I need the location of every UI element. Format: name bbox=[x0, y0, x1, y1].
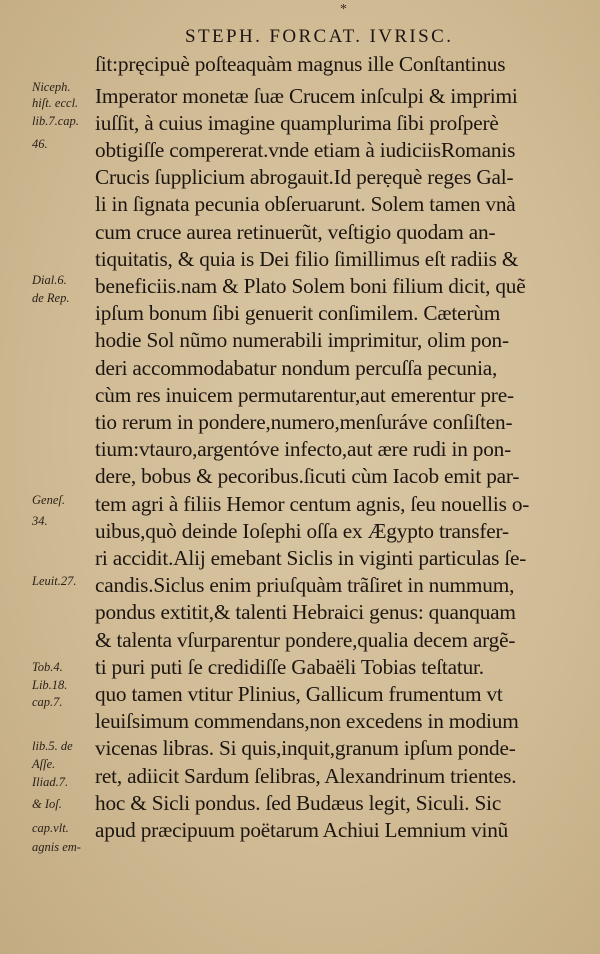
text-line: quo tamen vtitur Plinius, Gallicum frumentum vt bbox=[95, 682, 503, 706]
text-line: hodie Sol nũmo numerabili imprimitur, olim pon- bbox=[95, 328, 509, 352]
text-line: & talenta vſurparentur pondere,qualia decem argẽ- bbox=[95, 628, 516, 652]
margin-note: Leuit.27. bbox=[32, 574, 77, 588]
margin-note: hiſt. eccl. bbox=[32, 96, 79, 110]
text-line: cum cruce aurea retinuerũt, veſtigio quodam an- bbox=[95, 220, 496, 244]
text-line: tium:vtauro,argentóve infecto,aut ære rudi in pon- bbox=[95, 437, 512, 461]
text-line: pondus extitit,& talenti Hebraici genus: quanquam bbox=[95, 600, 516, 624]
text-line: vicenas libras. Si quis,inquit,granum ipſum ponde- bbox=[95, 736, 516, 760]
header-ornament: * bbox=[340, 2, 347, 17]
text-line: beneficiis.nam & Plato Solem boni filium dicit, quẽ bbox=[95, 274, 526, 298]
margin-note: lib.7.cap. bbox=[32, 114, 79, 128]
margin-note: 46. bbox=[32, 137, 48, 151]
running-head: STEPH. FORCAT. IVRISC. bbox=[185, 26, 454, 47]
text-line: li in ſignata pecunia obſeruarunt. Solem tamen vnà bbox=[95, 192, 516, 216]
margin-note: agnis em- bbox=[32, 840, 81, 854]
margin-note: Lib.18. bbox=[32, 678, 68, 692]
text-line: deri accommodabatur nondum percuſſa pecunia, bbox=[95, 356, 498, 380]
text-line: iuſſit, à cuius imagine quamplurima ſibi proſperè bbox=[95, 111, 499, 135]
text-line: apud præcipuum poëtarum Achiui Lemnium vinũ bbox=[95, 818, 509, 842]
text-line: ſit:pręcipuè poſteaquàm magnus ille Conſtantinus bbox=[95, 52, 506, 76]
text-line: cùm res inuicem permutarentur,aut emerentur pre- bbox=[95, 383, 514, 407]
margin-note: de Rep. bbox=[32, 291, 70, 305]
text-line: obtigiſſe compererat.vnde etiam à iudiciisRomanis bbox=[95, 138, 516, 162]
margin-note: cap.7. bbox=[32, 695, 63, 709]
margin-note: Tob.4. bbox=[32, 660, 63, 674]
text-line: tio rerum in pondere,numero,menſuráve conſiſten- bbox=[95, 410, 513, 434]
text-line: ri accidit.Alij emebant Siclis in viginti particulas ſe- bbox=[95, 546, 527, 570]
margin-note: Aſſe. bbox=[32, 757, 56, 771]
text-line: dere, bobus & pecoribus.ſicuti cùm Iacob emit par- bbox=[95, 464, 520, 488]
margin-note: Niceph. bbox=[32, 80, 71, 94]
margin-note: Geneſ. bbox=[32, 493, 65, 507]
text-line: ti puri puti ſe credidiſſe Gabaëli Tobias teſtatur. bbox=[95, 655, 484, 679]
text-line: ret, adiicit Sardum ſelibras, Alexandrinum trientes. bbox=[95, 764, 517, 788]
margin-note: Iliad.7. bbox=[32, 775, 69, 789]
margin-note: Dial.6. bbox=[32, 273, 67, 287]
text-line: uibus,quò deinde Ioſephi oſſa ex Ægypto transfer- bbox=[95, 519, 509, 543]
text-line: tem agri à filiis Hemor centum agnis, ſeu nouellis o- bbox=[95, 492, 530, 516]
text-line: Imperator monetæ ſuæ Crucem inſculpi & imprimi bbox=[95, 84, 518, 108]
text-line: tiquitatis, & quia is Dei filio ſimillimus eſt radiis & bbox=[95, 247, 519, 271]
text-line: ipſum bonum ſibi genuerit conſimilem. Cæterùm bbox=[95, 301, 501, 325]
margin-note: lib.5. de bbox=[32, 739, 73, 753]
margin-note: cap.vlt. bbox=[32, 821, 69, 835]
text-line: hoc & Sicli pondus. ſed Budæus legit, Siculi. Sic bbox=[95, 791, 502, 815]
text-line: leuiſsimum commendans,non excedens in modium bbox=[95, 709, 519, 733]
margin-note: & Ioſ. bbox=[32, 797, 62, 811]
text-line: candis.Siclus enim priuſquàm trãſiret in nummum, bbox=[95, 573, 515, 597]
margin-note: 34. bbox=[32, 514, 48, 528]
text-line: Crucis ſupplicium abrogauit.Id perẹquè reges Gal- bbox=[95, 165, 514, 189]
